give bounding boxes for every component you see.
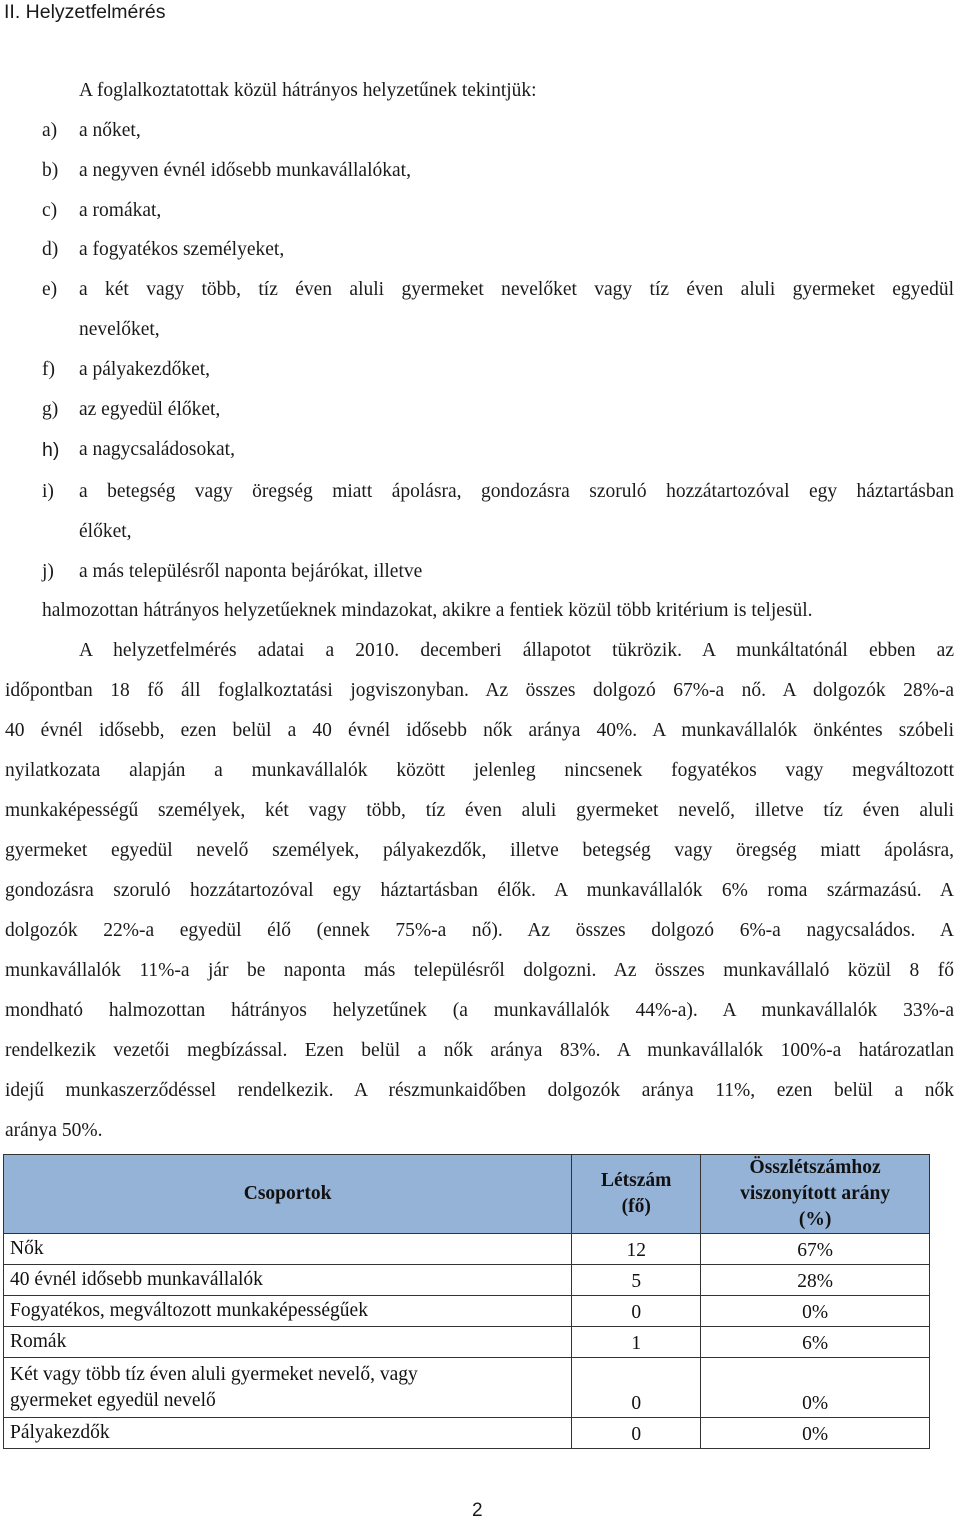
table-row bbox=[4, 1418, 930, 1449]
table-row bbox=[4, 1358, 930, 1418]
summary-line: halmozottan hátrányos helyzetűeknek mindazokat, akikre a fentiek közül több kritérium is teljesül. bbox=[42, 600, 813, 621]
cell-group: Fogyatékos, megváltozott munkaképességűek bbox=[4, 1296, 572, 1327]
list-label: i) bbox=[42, 481, 54, 502]
table-row bbox=[4, 1265, 930, 1296]
paragraph-line: idejű munkaszerződéssel rendelkezik. A részmunkaidőben dolgozók aránya 11%, ezen belül a nők bbox=[5, 1080, 954, 1101]
table-row bbox=[4, 1234, 930, 1265]
data-table bbox=[3, 1154, 930, 1449]
paragraph-line: gondozásra szoruló hozzátartozóval egy háztartásban élők. A munkavállalók 6% roma származású. A bbox=[5, 880, 954, 901]
cell-count: 0 bbox=[572, 1296, 701, 1327]
header-groups: Csoportok bbox=[4, 1155, 572, 1234]
section-heading: II. Helyzetfelmérés bbox=[4, 1, 166, 23]
paragraph-line: mondható halmozottan hátrányos helyzetűnek (a munkavállalók 44%-a). A munkavállalók 33%-a bbox=[5, 1000, 954, 1021]
paragraph-line: rendelkezik vezetői megbízással. Ezen belül a nők aránya 83%. A munkavállalók 100%-a határozatlan bbox=[5, 1040, 954, 1061]
paragraph-line: munkaképességű személyek, két vagy több, tíz éven aluli gyermeket nevelő, illetve tíz éven aluli bbox=[5, 800, 954, 821]
cell-group-line: gyermeket egyedül nevelő bbox=[10, 1389, 216, 1411]
list-label: e) bbox=[42, 279, 58, 300]
list-label: f) bbox=[42, 359, 55, 380]
paragraph-line: gyermeket egyedül nevelő személyek, pályakezdők, illetve betegség vagy öregség miatt ápolásra, bbox=[5, 840, 954, 861]
body-paragraph bbox=[5, 631, 954, 1151]
paragraph-line: 40 évnél idősebb, ezen belül a 40 évnél idősebb nők aránya 40%. A munkavállalók önkéntes szóbeli bbox=[5, 720, 954, 741]
header-count bbox=[572, 1155, 701, 1234]
list-label: a) bbox=[42, 120, 58, 141]
header-ratio bbox=[701, 1155, 930, 1234]
list-text-continuation: élőket, bbox=[79, 521, 132, 542]
cell-count: 1 bbox=[572, 1327, 701, 1358]
cell-count: 0 bbox=[572, 1358, 701, 1418]
paragraph-line: A helyzetfelmérés adatai a 2010. decemberi állapotot tükrözik. A munkáltatónál ebben az bbox=[79, 640, 954, 661]
list-label: j) bbox=[42, 561, 54, 582]
list-label: c) bbox=[42, 200, 58, 221]
paragraph-line: dolgozók 22%-a egyedül élő (ennek 75%-a nő). Az összes dolgozó 6%-a nagycsaládos. A bbox=[5, 920, 954, 941]
list-text: a nagycsaládosokat, bbox=[79, 439, 235, 460]
cell-count: 5 bbox=[572, 1265, 701, 1296]
table-row bbox=[4, 1327, 930, 1358]
cell-ratio: 28% bbox=[701, 1265, 930, 1296]
cell-group: 40 évnél idősebb munkavállalók bbox=[4, 1265, 572, 1296]
cell-ratio: 67% bbox=[701, 1234, 930, 1265]
list-label: b) bbox=[42, 160, 59, 181]
cell-count: 12 bbox=[572, 1234, 701, 1265]
cell-group: Nők bbox=[4, 1234, 572, 1265]
list-text: az egyedül élőket, bbox=[79, 399, 221, 420]
list-label: d) bbox=[42, 239, 59, 260]
cell-count: 0 bbox=[572, 1418, 701, 1449]
header-ratio-line: (%) bbox=[798, 1209, 832, 1230]
list-label: g) bbox=[42, 399, 59, 420]
page-number: 2 bbox=[472, 1500, 483, 1521]
paragraph-line: időpontban 18 fő áll foglalkoztatási jogviszonyban. Az összes dolgozó 67%-a nő. A dolgozók 28%-a bbox=[5, 680, 954, 701]
list-text: a romákat, bbox=[79, 200, 162, 221]
list-text: a két vagy több, tíz éven aluli gyermeket nevelőket vagy tíz éven aluli gyermeket egyedül bbox=[79, 279, 954, 300]
header-ratio-line: viszonyított arány bbox=[740, 1183, 891, 1204]
cell-ratio: 0% bbox=[701, 1296, 930, 1327]
cell-group bbox=[4, 1358, 572, 1418]
list-text-continuation: nevelőket, bbox=[79, 319, 160, 340]
cell-ratio: 6% bbox=[701, 1327, 930, 1358]
table-row bbox=[4, 1296, 930, 1327]
cell-ratio: 0% bbox=[701, 1358, 930, 1418]
list-text: a más településről naponta bejárókat, illetve bbox=[79, 561, 423, 582]
cell-ratio: 0% bbox=[701, 1418, 930, 1449]
list-text: a fogyatékos személyeket, bbox=[79, 239, 285, 260]
cell-group: Romák bbox=[4, 1327, 572, 1358]
header-count-line: Létszám bbox=[601, 1170, 672, 1191]
list-text: a betegség vagy öregség miatt ápolásra, gondozásra szoruló hozzátartozóval egy háztartásban bbox=[79, 481, 954, 502]
header-ratio-line: Összlétszámhoz bbox=[749, 1157, 881, 1178]
table-header-row bbox=[4, 1155, 930, 1234]
list-intro: A foglalkoztatottak közül hátrányos helyzetűnek tekintjük: bbox=[79, 80, 537, 101]
header-count-line: (fő) bbox=[621, 1196, 651, 1217]
paragraph-line: munkavállalók 11%-a jár be naponta más településről dolgozni. Az összes munkavállaló közül 8 fő bbox=[5, 960, 954, 981]
cell-group-line: Két vagy több tíz éven aluli gyermeket nevelő, vagy bbox=[10, 1363, 418, 1385]
list-label: h) bbox=[42, 439, 60, 461]
list-text: a pályakezdőket, bbox=[79, 359, 211, 380]
list-text: a nőket, bbox=[79, 120, 141, 141]
paragraph-line: aránya 50%. bbox=[5, 1120, 103, 1141]
paragraph-line: nyilatkozata alapján a munkavállalók között jelenleg nincsenek fogyatékos vagy megváltozott bbox=[5, 760, 954, 781]
cell-group: Pályakezdők bbox=[4, 1418, 572, 1449]
list-text: a negyven évnél idősebb munkavállalókat, bbox=[79, 160, 411, 181]
